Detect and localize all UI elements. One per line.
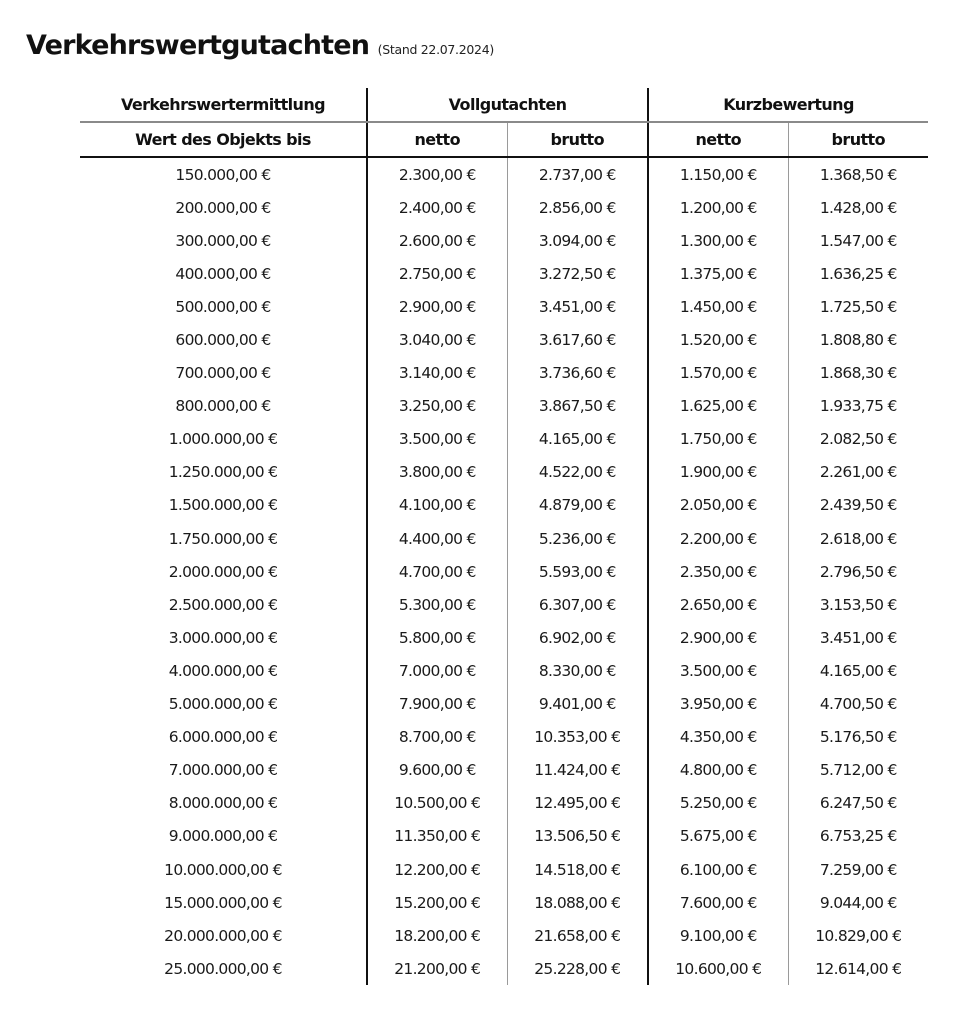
cell-objektwert: 150.000,00 € [175,165,271,184]
cell-kurz-brutto: 2.261,00 € [788,456,928,489]
table-body [80,157,928,985]
table-row [80,754,928,787]
cell-kurz-netto: 9.100,00 € [648,919,788,952]
cell-voll-netto: 15.200,00 € [367,886,507,919]
cell-kurz-netto: 3.500,00 € [648,654,788,687]
header-kurz-brutto: brutto [788,122,928,157]
cell-kurz-netto: 4.350,00 € [648,721,788,754]
cell-kurz-brutto: 12.614,00 € [788,952,928,985]
cell-kurz-netto: 2.050,00 € [648,489,788,522]
cell-kurz-brutto: 2.082,50 € [788,423,928,456]
cell-kurz-brutto: 1.725,50 € [788,290,928,323]
header-voll-netto: netto [367,122,507,157]
cell-voll-netto: 2.400,00 € [367,191,507,224]
cell-objektwert: 15.000.000,00 € [164,893,282,912]
cell-voll-netto: 2.300,00 € [367,157,507,191]
cell-voll-netto: 21.200,00 € [367,952,507,985]
cell-objektwert: 2.500.000,00 € [168,595,278,614]
header-kurz-netto: netto [648,122,788,157]
table-row [80,522,928,555]
cell-voll-netto: 9.600,00 € [367,754,507,787]
table-row [80,721,928,754]
cell-kurz-netto: 5.675,00 € [648,820,788,853]
cell-voll-netto: 2.600,00 € [367,224,507,257]
cell-objektwert: 500.000,00 € [175,297,271,316]
cell-voll-brutto: 12.495,00 € [507,787,648,820]
cell-voll-netto: 7.900,00 € [367,688,507,721]
cell-voll-brutto: 3.617,60 € [507,323,648,356]
cell-voll-brutto: 10.353,00 € [507,721,648,754]
document-heading [26,30,494,61]
cell-voll-netto: 2.750,00 € [367,257,507,290]
table-row [80,323,928,356]
cell-objektwert: 4.000.000,00 € [168,661,278,680]
table-row [80,224,928,257]
header-voll-brutto: brutto [507,122,648,157]
cell-objektwert: 25.000.000,00 € [164,959,282,978]
table-row [80,257,928,290]
cell-kurz-netto: 1.200,00 € [648,191,788,224]
cell-voll-brutto: 3.736,60 € [507,357,648,390]
cell-kurz-netto: 1.375,00 € [648,257,788,290]
cell-voll-brutto: 9.401,00 € [507,688,648,721]
cell-objektwert: 20.000.000,00 € [164,926,282,945]
table-row [80,157,928,191]
cell-objektwert: 1.750.000,00 € [168,529,278,548]
cell-voll-brutto: 4.165,00 € [507,423,648,456]
cell-kurz-brutto: 3.451,00 € [788,621,928,654]
cell-voll-brutto: 4.879,00 € [507,489,648,522]
cell-kurz-netto: 1.625,00 € [648,390,788,423]
cell-objektwert: 1.000.000,00 € [168,430,278,449]
table-row [80,853,928,886]
cell-objektwert: 600.000,00 € [175,331,271,350]
header-vollgutachten: Vollgutachten [367,88,648,122]
table-row [80,191,928,224]
cell-voll-brutto: 4.522,00 € [507,456,648,489]
table-row [80,787,928,820]
cell-kurz-brutto: 4.165,00 € [788,654,928,687]
cell-kurz-brutto: 6.247,50 € [788,787,928,820]
cell-voll-brutto: 2.856,00 € [507,191,648,224]
cell-voll-netto: 10.500,00 € [367,787,507,820]
cell-voll-brutto: 6.902,00 € [507,621,648,654]
table-row [80,688,928,721]
cell-objektwert: 9.000.000,00 € [168,827,278,846]
table-row [80,555,928,588]
cell-voll-brutto: 3.272,50 € [507,257,648,290]
cell-kurz-brutto: 10.829,00 € [788,919,928,952]
cell-kurz-brutto: 3.153,50 € [788,588,928,621]
cell-kurz-brutto: 2.439,50 € [788,489,928,522]
cell-kurz-brutto: 4.700,50 € [788,688,928,721]
cell-objektwert: 1.250.000,00 € [168,463,278,482]
cell-voll-brutto: 18.088,00 € [507,886,648,919]
cell-voll-brutto: 2.737,00 € [507,157,648,191]
cell-objektwert: 700.000,00 € [175,364,271,383]
cell-objektwert: 8.000.000,00 € [168,794,278,813]
cell-objektwert: 6.000.000,00 € [168,728,278,747]
cell-voll-brutto: 25.228,00 € [507,952,648,985]
cell-voll-netto: 3.800,00 € [367,456,507,489]
cell-kurz-brutto: 5.176,50 € [788,721,928,754]
cell-voll-netto: 4.400,00 € [367,522,507,555]
cell-voll-netto: 11.350,00 € [367,820,507,853]
cell-voll-brutto: 8.330,00 € [507,654,648,687]
cell-objektwert: 300.000,00 € [175,231,271,250]
cell-objektwert: 7.000.000,00 € [168,761,278,780]
cell-kurz-brutto: 5.712,00 € [788,754,928,787]
cell-voll-netto: 3.500,00 € [367,423,507,456]
cell-kurz-netto: 2.350,00 € [648,555,788,588]
cell-kurz-netto: 6.100,00 € [648,853,788,886]
cell-kurz-netto: 1.520,00 € [648,323,788,356]
table-row [80,952,928,985]
cell-objektwert: 3.000.000,00 € [168,628,278,647]
cell-kurz-netto: 1.750,00 € [648,423,788,456]
cell-kurz-brutto: 1.547,00 € [788,224,928,257]
cell-voll-brutto: 5.236,00 € [507,522,648,555]
group-header-row [80,88,928,122]
table-row [80,886,928,919]
cell-voll-netto: 3.250,00 € [367,390,507,423]
cell-kurz-netto: 4.800,00 € [648,754,788,787]
cell-kurz-brutto: 1.636,25 € [788,257,928,290]
cell-voll-netto: 18.200,00 € [367,919,507,952]
cell-voll-brutto: 5.593,00 € [507,555,648,588]
cell-voll-netto: 5.300,00 € [367,588,507,621]
status-date: (Stand 22.07.2024) [377,42,494,57]
cell-kurz-brutto: 9.044,00 € [788,886,928,919]
cell-objektwert: 400.000,00 € [175,264,271,283]
cell-objektwert: 10.000.000,00 € [164,860,282,879]
header-wert-des-objekts: Wert des Objekts bis [80,122,367,157]
cell-kurz-netto: 1.300,00 € [648,224,788,257]
cell-kurz-brutto: 1.368,50 € [788,157,928,191]
cell-kurz-brutto: 1.933,75 € [788,390,928,423]
cell-voll-netto: 4.700,00 € [367,555,507,588]
cell-voll-brutto: 13.506,50 € [507,820,648,853]
cell-voll-netto: 4.100,00 € [367,489,507,522]
table-row [80,654,928,687]
cell-kurz-netto: 2.650,00 € [648,588,788,621]
sub-header-row [80,122,928,157]
cell-voll-netto: 3.140,00 € [367,357,507,390]
cell-voll-netto: 3.040,00 € [367,323,507,356]
table-row [80,820,928,853]
table-row [80,588,928,621]
cell-kurz-netto: 2.900,00 € [648,621,788,654]
cell-kurz-netto: 3.950,00 € [648,688,788,721]
table-row [80,423,928,456]
cell-objektwert: 200.000,00 € [175,198,271,217]
cell-kurz-brutto: 1.428,00 € [788,191,928,224]
cell-voll-netto: 8.700,00 € [367,721,507,754]
cell-kurz-netto: 2.200,00 € [648,522,788,555]
cell-voll-netto: 5.800,00 € [367,621,507,654]
table-row [80,456,928,489]
cell-kurz-netto: 1.900,00 € [648,456,788,489]
cell-voll-brutto: 6.307,00 € [507,588,648,621]
cell-kurz-netto: 10.600,00 € [648,952,788,985]
cell-kurz-netto: 1.570,00 € [648,357,788,390]
fee-table [80,88,928,985]
cell-objektwert: 5.000.000,00 € [168,695,278,714]
cell-kurz-brutto: 6.753,25 € [788,820,928,853]
cell-objektwert: 800.000,00 € [175,397,271,416]
cell-kurz-brutto: 2.796,50 € [788,555,928,588]
cell-voll-brutto: 14.518,00 € [507,853,648,886]
table-row [80,489,928,522]
cell-kurz-netto: 7.600,00 € [648,886,788,919]
cell-voll-brutto: 3.867,50 € [507,390,648,423]
table-row [80,919,928,952]
cell-kurz-brutto: 1.808,80 € [788,323,928,356]
table-row [80,621,928,654]
header-verkehrswertermittlung: Verkehrswertermittlung [80,88,367,122]
cell-voll-brutto: 3.451,00 € [507,290,648,323]
cell-kurz-brutto: 1.868,30 € [788,357,928,390]
header-kurzbewertung: Kurzbewertung [648,88,928,122]
cell-objektwert: 2.000.000,00 € [168,562,278,581]
cell-kurz-netto: 5.250,00 € [648,787,788,820]
cell-voll-brutto: 21.658,00 € [507,919,648,952]
cell-kurz-netto: 1.150,00 € [648,157,788,191]
table-row [80,357,928,390]
cell-objektwert: 1.500.000,00 € [168,496,278,515]
cell-voll-brutto: 11.424,00 € [507,754,648,787]
cell-kurz-brutto: 2.618,00 € [788,522,928,555]
cell-voll-netto: 7.000,00 € [367,654,507,687]
cell-voll-brutto: 3.094,00 € [507,224,648,257]
cell-kurz-brutto: 7.259,00 € [788,853,928,886]
table-row [80,290,928,323]
table-row [80,390,928,423]
page-title: Verkehrswertgutachten [26,30,370,61]
cell-kurz-netto: 1.450,00 € [648,290,788,323]
cell-voll-netto: 2.900,00 € [367,290,507,323]
cell-voll-netto: 12.200,00 € [367,853,507,886]
